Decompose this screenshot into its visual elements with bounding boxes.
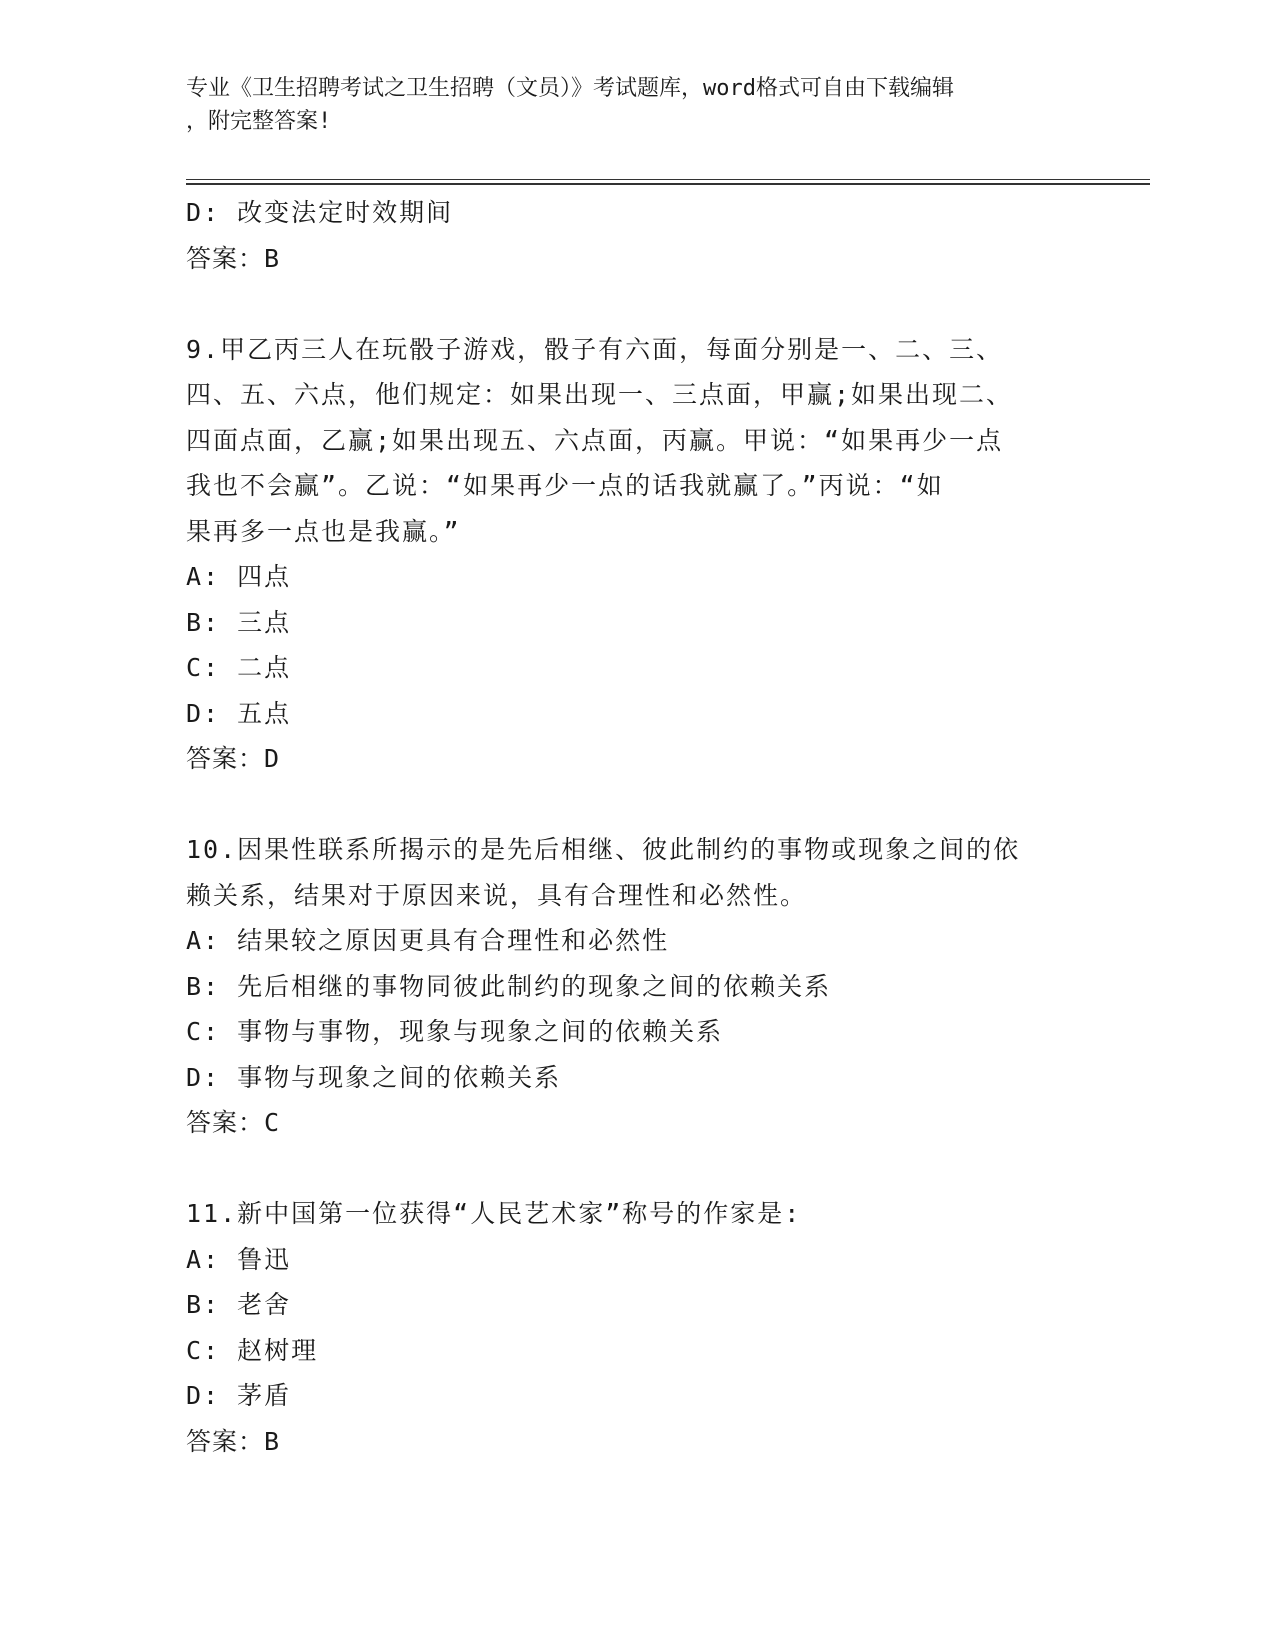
q9-option-a: A: 四点 [186,562,292,591]
question-10 [186,827,1086,1146]
q9-text-line: 四、五、六点，他们规定：如果出现一、三点面，甲赢;如果出现二、 [186,380,1014,409]
document-header [186,72,1066,138]
question-11 [186,1191,1086,1464]
q10-text-line: 10.因果性联系所揭示的是先后相继、彼此制约的事物或现象之间的依 [186,835,1021,864]
q8-option-d: D: 改变法定时效期间 [186,198,454,227]
q8-answer: 答案：B [186,243,281,273]
q10-text-line: 赖关系，结果对于原因来说，具有合理性和必然性。 [186,880,808,910]
q11-answer: 答案：B [186,1426,281,1456]
q9-text-line: 9.甲乙丙三人在玩骰子游戏，骰子有六面，每面分别是一、二、三、 [186,334,1004,364]
q11-option-c: C: 赵树理 [186,1335,319,1365]
q11-text-line: 11.新中国第一位获得“人民艺术家”称号的作家是: [186,1199,802,1228]
question-content [186,190,1086,1464]
q9-answer: 答案：D [186,744,281,773]
q11-option-b: B: 老舍 [186,1290,292,1319]
question-9 [186,327,1086,782]
q11-option-a: A: 鲁迅 [186,1244,292,1274]
header-rule-thin [186,179,1150,180]
q11-option-d: D: 茅盾 [186,1381,292,1410]
q9-text-line: 我也不会赢”。乙说：“如果再少一点的话我就赢了。”丙说：“如 [186,471,944,500]
header-rule-thick [186,183,1150,185]
q10-option-c: C: 事物与事物，现象与现象之间的依赖关系 [186,1017,724,1046]
q10-option-d: D: 事物与现象之间的依赖关系 [186,1062,562,1092]
q9-text-line: 果再多一点也是我赢。” [186,516,461,546]
q9-option-d: D: 五点 [186,698,292,728]
header-line-2: ，附完整答案! [186,109,332,134]
q10-option-b: B: 先后相继的事物同彼此制约的现象之间的依赖关系 [186,971,832,1001]
q9-text-line: 四面点面，乙赢;如果出现五、六点面，丙赢。甲说：“如果再少一点 [186,425,1004,455]
q10-answer: 答案：C [186,1108,281,1137]
q9-option-b: B: 三点 [186,607,292,637]
q10-option-a: A: 结果较之原因更具有合理性和必然性 [186,926,670,955]
header-line-1: 专业《卫生招聘考试之卫生招聘（文员）》考试题库，word格式可自由下载编辑 [186,76,954,101]
q9-option-c: C: 二点 [186,653,292,682]
